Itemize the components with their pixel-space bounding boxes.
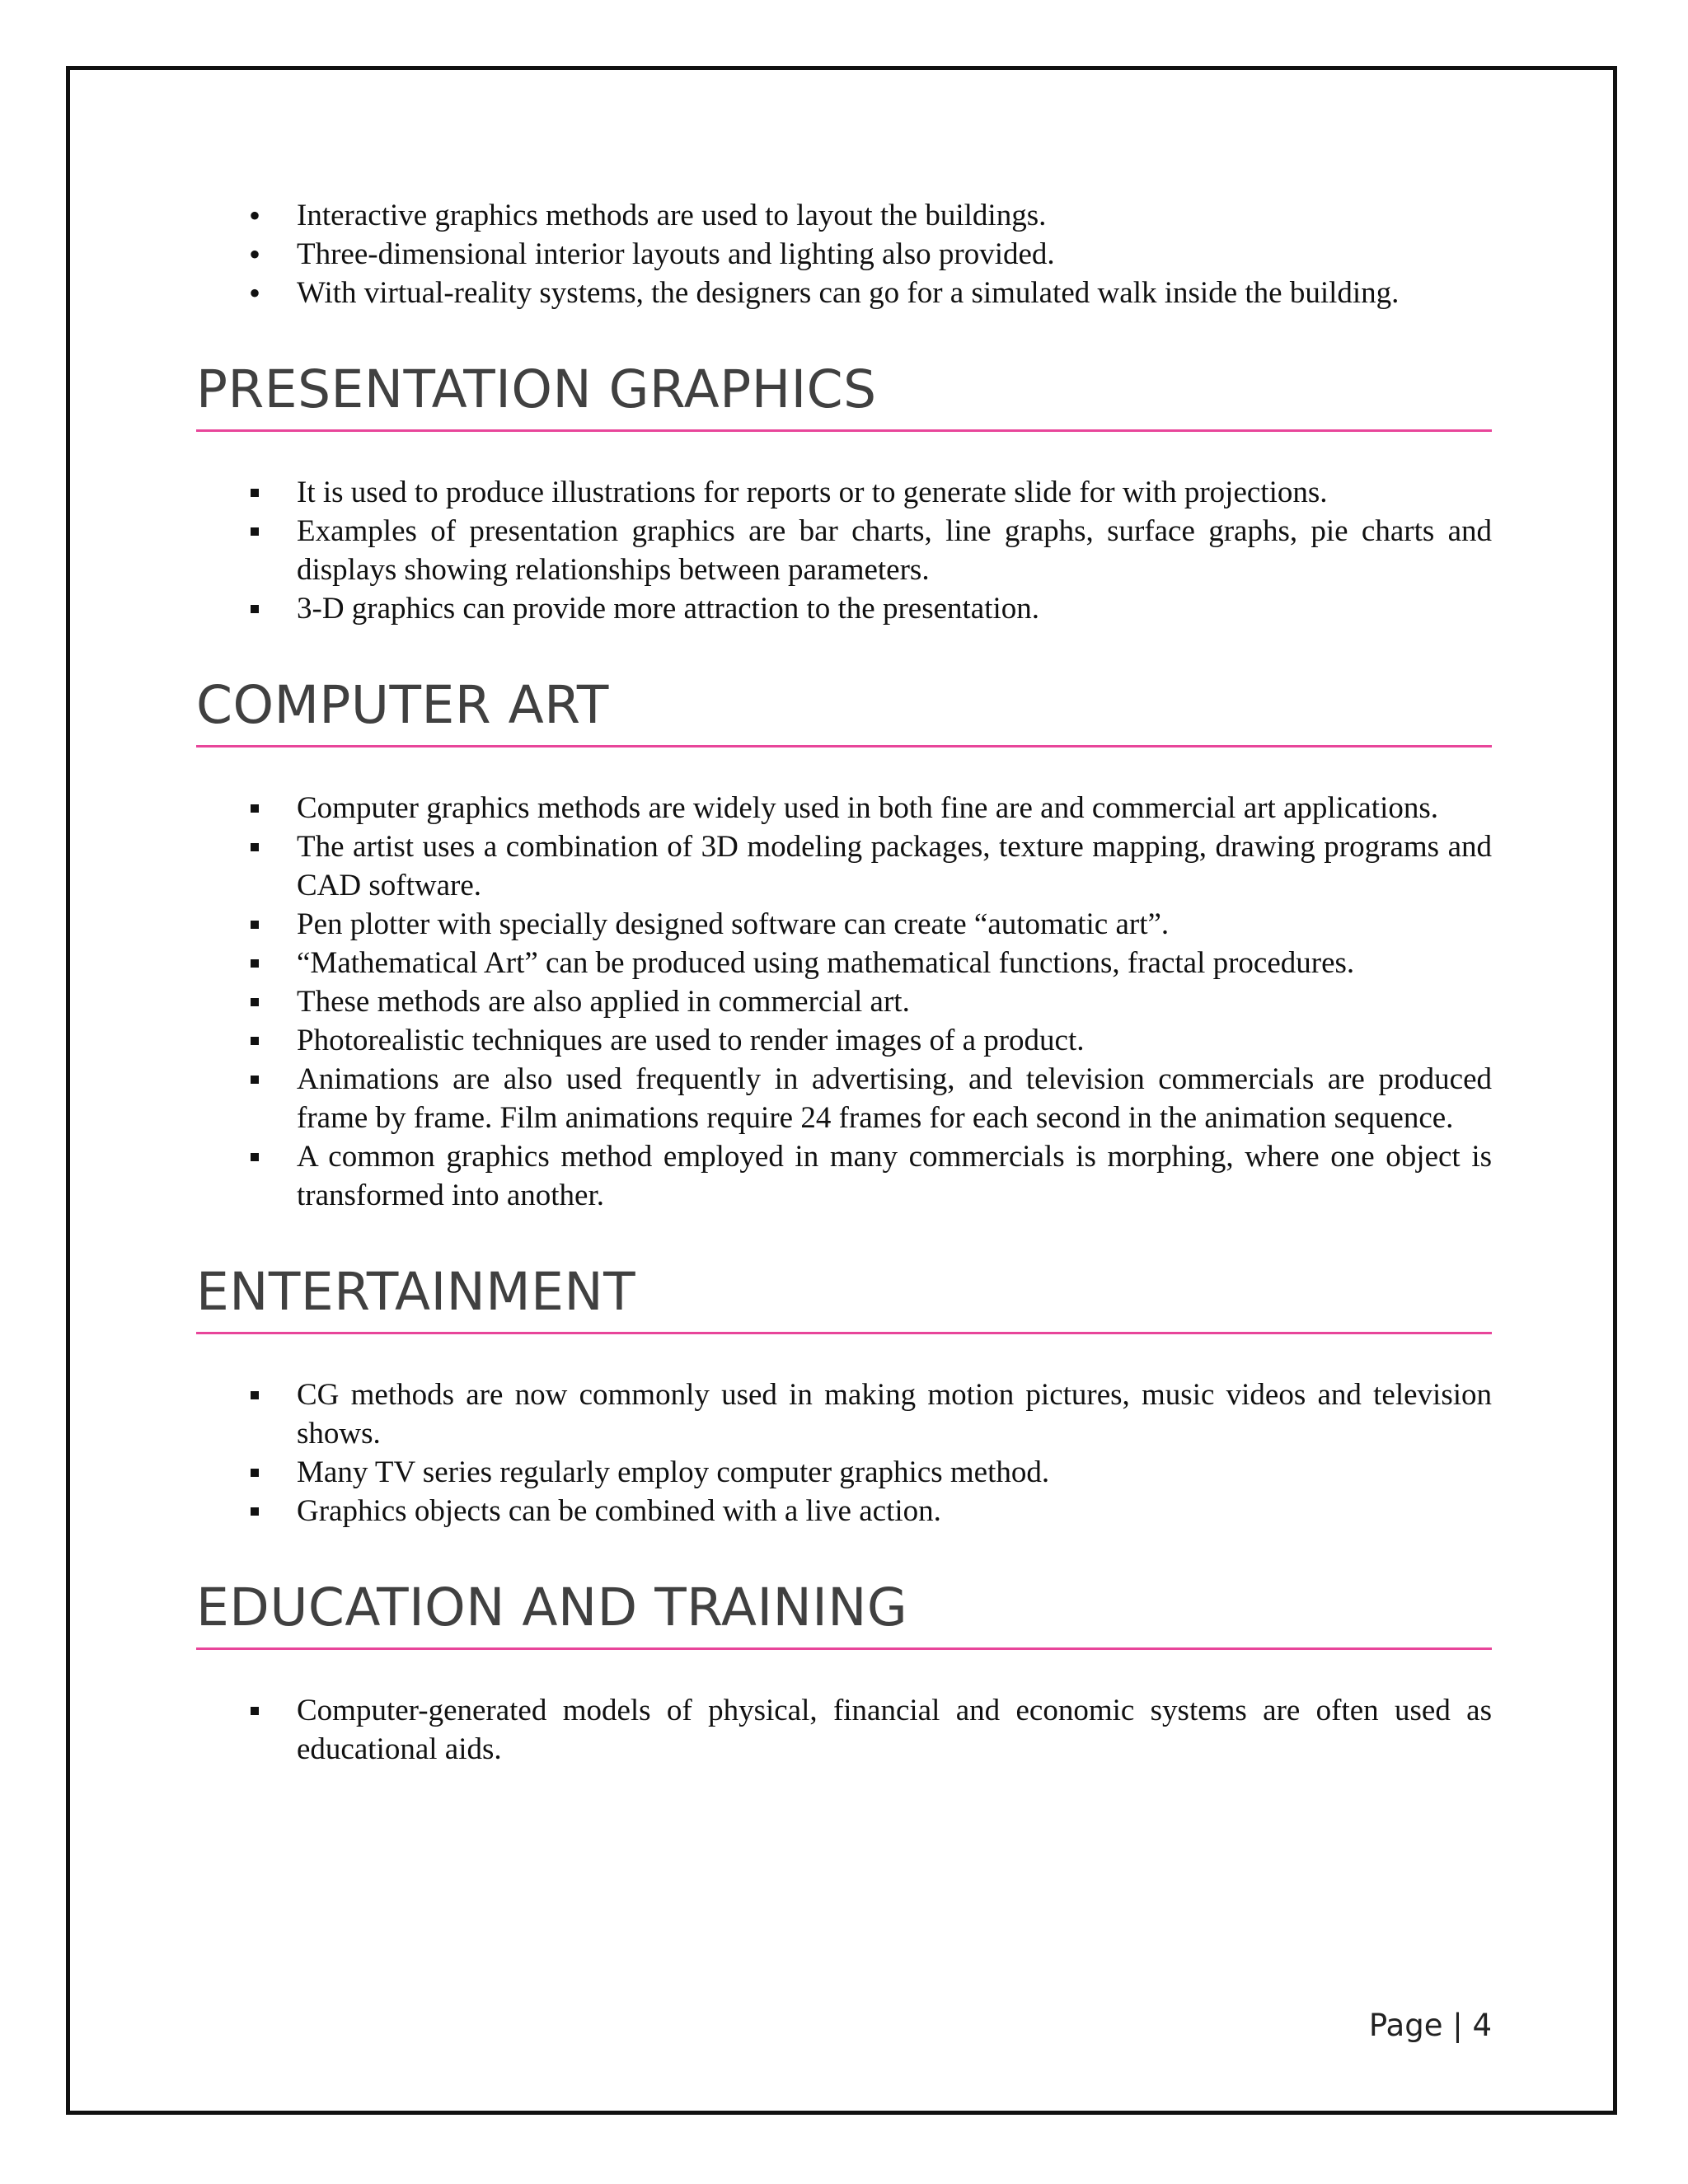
section-bullet-list	[196, 1691, 1492, 1769]
list-item: • Interactive graphics methods are used to layout the buildings.	[196, 196, 1492, 235]
section-bullet-list	[196, 473, 1492, 628]
bullet-disc-icon	[242, 196, 267, 237]
page-number: Page | 4	[1368, 2008, 1492, 2043]
bullet-square-icon	[242, 512, 267, 551]
list-item: CG methods are now commonly used in making motion pictures, music videos and television shows.	[196, 1376, 1492, 1453]
page-content	[196, 196, 1492, 1769]
bullet-square-icon	[242, 589, 267, 628]
bullet-square-icon	[242, 982, 267, 1021]
bullet-square-icon	[242, 789, 267, 827]
list-item: Many TV series regularly employ computer graphics method.	[196, 1453, 1492, 1492]
bullet-square-icon	[242, 1691, 267, 1730]
bullet-square-icon	[242, 1376, 267, 1414]
section-bullet-list	[196, 789, 1492, 1215]
bullet-square-icon	[242, 905, 267, 944]
list-item: It is used to produce illustrations for reports or to generate slide for with projections.	[196, 473, 1492, 512]
bullet-square-icon	[242, 1021, 267, 1060]
list-item: • Three-dimensional interior layouts and lighting also provided.	[196, 235, 1492, 274]
bullet-square-icon	[242, 827, 267, 866]
section-presentation-graphics	[196, 360, 1492, 628]
list-item: 3-D graphics can provide more attraction to the presentation.	[196, 589, 1492, 628]
bullet-square-icon	[242, 1453, 267, 1492]
section-entertainment	[196, 1263, 1492, 1530]
bullet-square-icon	[242, 1137, 267, 1176]
bullet-disc-icon	[242, 235, 267, 275]
list-item: The artist uses a combination of 3D modeling packages, texture mapping, drawing programs and CAD software.	[196, 827, 1492, 905]
section-heading: ENTERTAINMENT	[196, 1263, 1492, 1334]
list-item: Computer graphics methods are widely used in both fine are and commercial art applications.	[196, 789, 1492, 827]
bullet-square-icon	[242, 944, 267, 982]
bullet-square-icon	[242, 1060, 267, 1099]
section-heading: PRESENTATION GRAPHICS	[196, 360, 1492, 432]
bullet-square-icon	[242, 1492, 267, 1530]
list-item: Examples of presentation graphics are bar charts, line graphs, surface graphs, pie charts and displays showing relationships between parameters.	[196, 512, 1492, 589]
section-heading: EDUCATION AND TRAINING	[196, 1578, 1492, 1650]
list-item: These methods are also applied in commercial art.	[196, 982, 1492, 1021]
list-item: Graphics objects can be combined with a live action.	[196, 1492, 1492, 1530]
list-item: • With virtual-reality systems, the designers can go for a simulated walk inside the building.	[196, 274, 1492, 312]
section-education-and-training	[196, 1578, 1492, 1769]
list-item: Pen plotter with specially designed software can create “automatic art”.	[196, 905, 1492, 944]
section-computer-art	[196, 676, 1492, 1215]
list-item: Photorealistic techniques are used to render images of a product.	[196, 1021, 1492, 1060]
intro-bullet-list	[196, 196, 1492, 312]
list-item: A common graphics method employed in many commercials is morphing, where one object is transformed into another.	[196, 1137, 1492, 1215]
list-item: “Mathematical Art” can be produced using mathematical functions, fractal procedures.	[196, 944, 1492, 982]
list-item: Computer-generated models of physical, financial and economic systems are often used as educational aids.	[196, 1691, 1492, 1769]
bullet-disc-icon	[242, 274, 267, 314]
bullet-square-icon	[242, 473, 267, 512]
section-heading: COMPUTER ART	[196, 676, 1492, 748]
list-item: Animations are also used frequently in advertising, and television commercials are produced frame by frame. Film animations require 24 frames for each second in the animation sequence.	[196, 1060, 1492, 1137]
section-bullet-list	[196, 1376, 1492, 1530]
